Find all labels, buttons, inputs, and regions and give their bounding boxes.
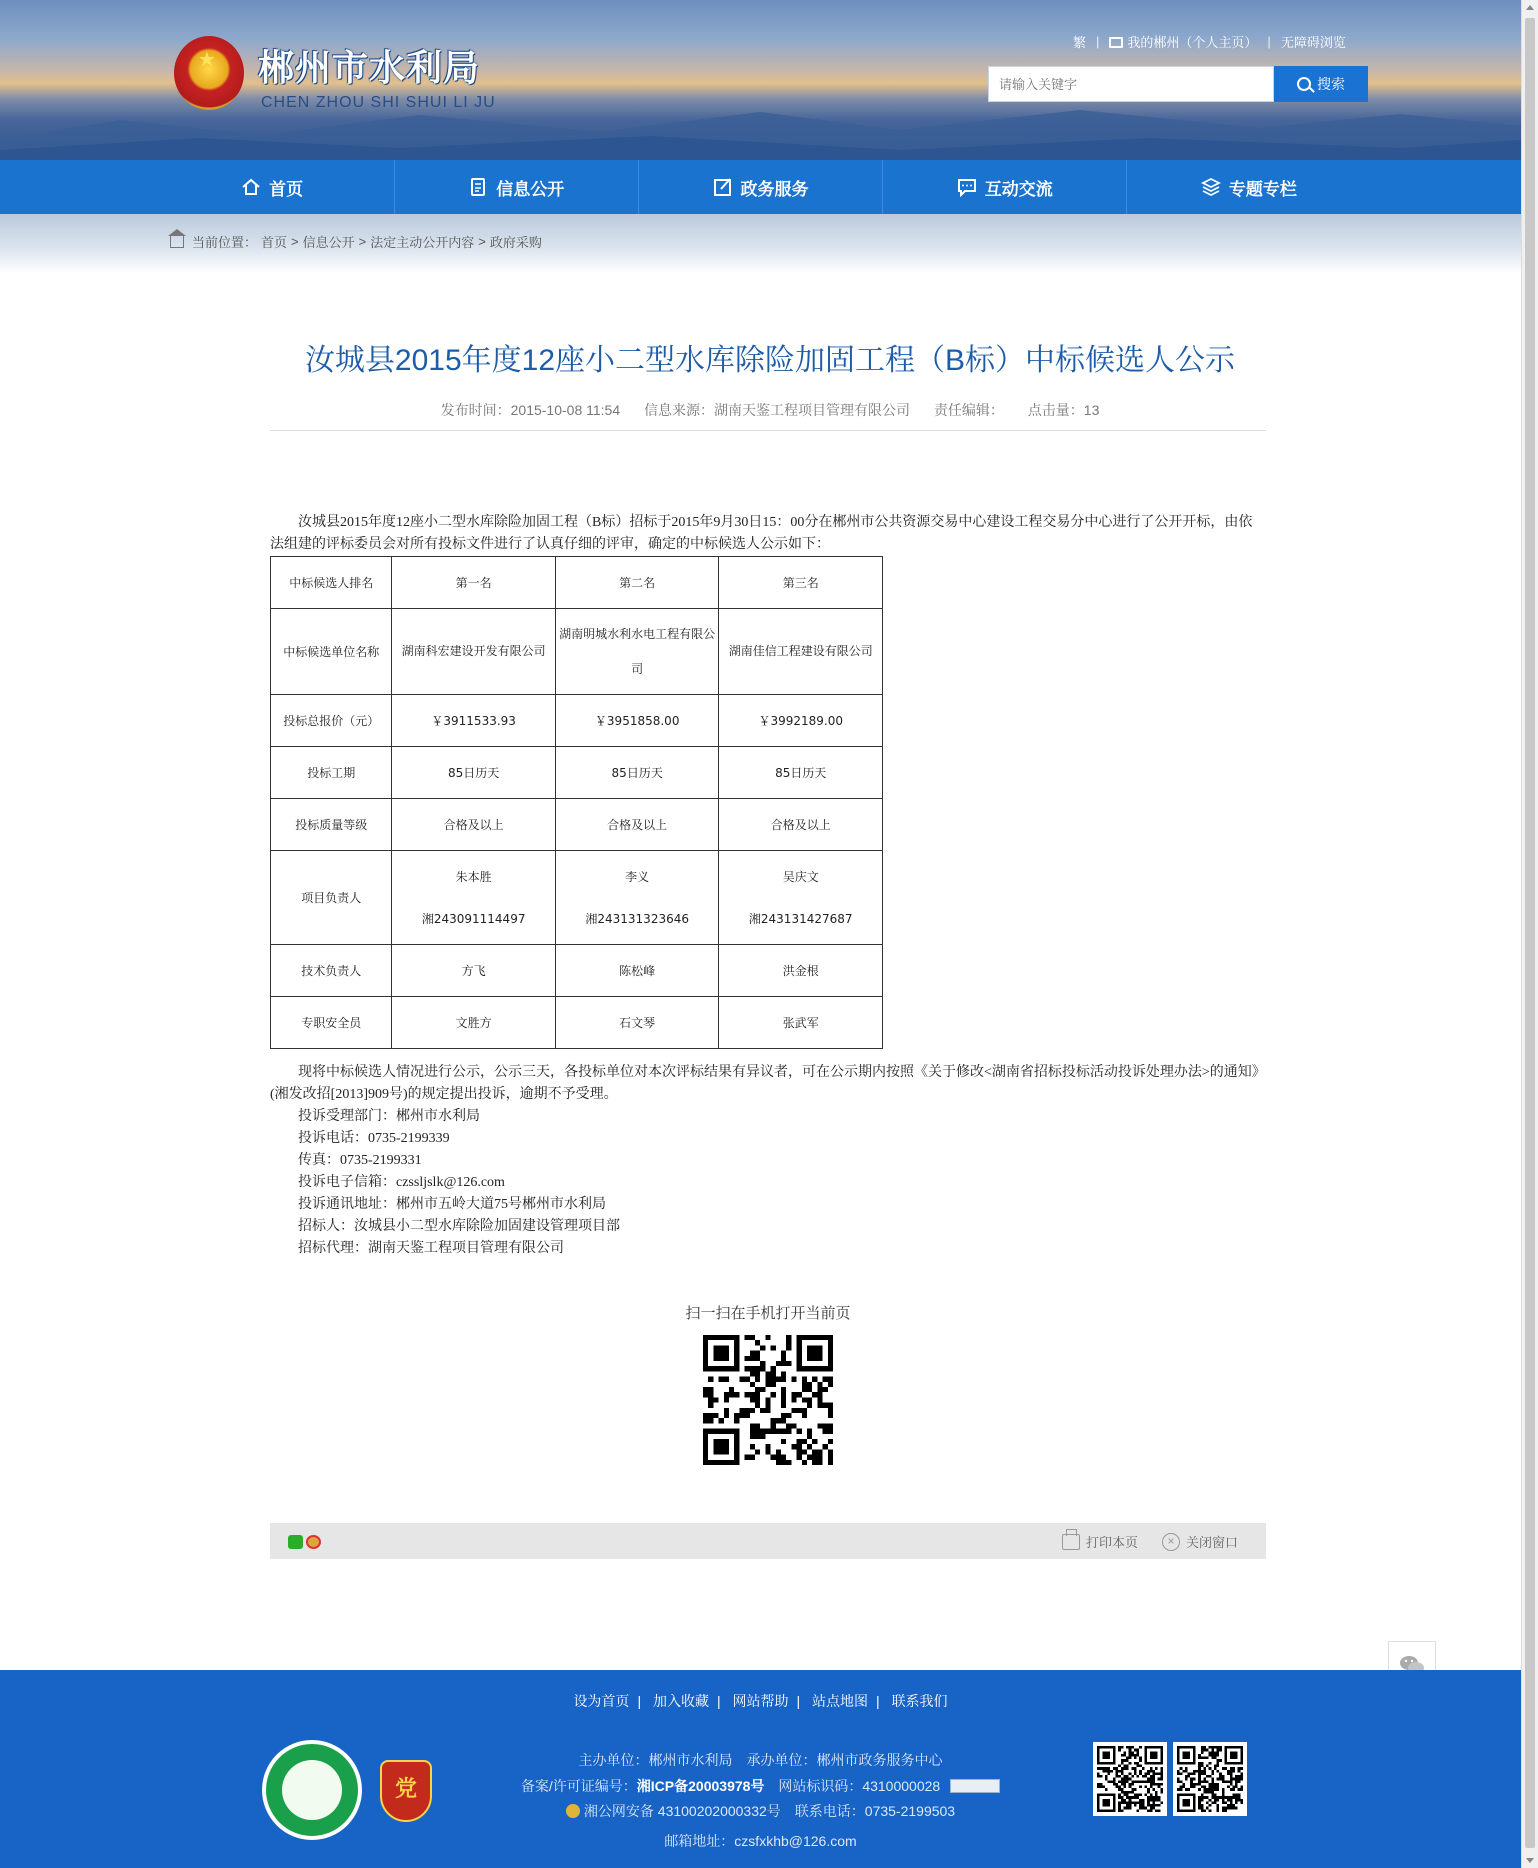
table-cell: 张武军	[719, 997, 883, 1049]
notice-section	[270, 1062, 1266, 1260]
home-icon	[170, 236, 184, 248]
table-row	[271, 747, 883, 799]
nav-item-interaction[interactable]	[883, 160, 1127, 214]
search-box	[988, 66, 1274, 102]
site-id-badge-icon	[950, 1779, 1000, 1793]
breadcrumb-item-home[interactable]: 首页	[261, 235, 288, 250]
breadcrumb-sep: >	[358, 234, 367, 249]
scroll-down-arrow[interactable]	[1526, 1858, 1534, 1863]
search-button[interactable]	[1274, 66, 1368, 102]
breadcrumb-item-info[interactable]: 信息公开	[302, 235, 355, 250]
site-title[interactable]: 郴州市水利局	[258, 47, 481, 88]
close-icon: ×	[1162, 1533, 1180, 1551]
top-links	[1073, 32, 1346, 51]
my-chenzhou-link[interactable]: 我的郴州（个人主页）	[1109, 32, 1257, 51]
search-icon	[1297, 77, 1311, 91]
table-cell: 文胜方	[392, 997, 556, 1049]
breadcrumb-item-procurement[interactable]: 政府采购	[489, 235, 542, 250]
table-row-header: 投标工期	[271, 747, 392, 799]
table-row-header: 技术负责人	[271, 945, 392, 997]
police-record[interactable]: 湘公网安备 43100202000332号 联系电话：0735-2199503	[583, 1803, 956, 1819]
table-cell: 85日历天	[392, 747, 556, 799]
footer-link-sitemap[interactable]: 站点地图	[812, 1693, 869, 1709]
breadcrumb-prefix: 当前位置：	[192, 235, 258, 250]
search-input[interactable]	[989, 67, 1273, 101]
contact-line: 投诉电话：0735-2199339	[298, 1131, 450, 1146]
site-id: 网站标识码：4310000028	[778, 1778, 941, 1794]
table-cell: 吴庆文 湘243131427687	[719, 851, 883, 945]
article-meta	[270, 400, 1270, 420]
contact-line: 投诉受理部门：郴州市水利局	[298, 1109, 480, 1124]
breadcrumb	[170, 232, 542, 251]
footer-links: 设为首页 | 加入收藏 | 网站帮助 | 站点地图 | 联系我们	[573, 1693, 948, 1709]
chat-icon	[957, 177, 977, 197]
nav-label: 信息公开	[496, 179, 565, 199]
table-cell: 合格及以上	[719, 799, 883, 851]
table-row-header: 中标候选人排名	[271, 557, 392, 609]
table-cell: 合格及以上	[392, 799, 556, 851]
contact-line: 招标人：汝城县小二型水库除险加固建设管理项目部	[298, 1219, 620, 1234]
table-row	[271, 695, 883, 747]
article-title: 汝城县2015年度12座小二型水库除险加固工程（B标）中标候选人公示	[304, 344, 1236, 377]
footer-icp	[0, 1776, 1521, 1796]
share-bar	[270, 1523, 1266, 1559]
wechat-share-icon[interactable]	[288, 1535, 303, 1549]
table-cell: 第三名	[719, 557, 883, 609]
click-count: 点击量：13	[1027, 402, 1100, 418]
footer-qr-code-2	[1173, 1742, 1247, 1816]
close-label: 关闭窗口	[1186, 1535, 1239, 1550]
page-scrollbar[interactable]	[1521, 0, 1538, 1868]
home-icon	[241, 177, 261, 197]
close-window-button[interactable]	[1162, 1532, 1238, 1551]
table-cell: 85日历天	[719, 747, 883, 799]
editor: 责任编辑：	[933, 402, 1004, 418]
print-button[interactable]	[1062, 1532, 1138, 1551]
table-cell: 湖南科宏建设开发有限公司	[392, 609, 556, 695]
footer-link-bookmark[interactable]: 加入收藏	[652, 1693, 709, 1709]
page-qr-code	[703, 1333, 833, 1467]
icp-label: 备案/许可证编号：	[520, 1778, 637, 1794]
table-cell: 李义 湘243131323646	[555, 851, 719, 945]
footer-link-help[interactable]: 网站帮助	[732, 1693, 789, 1709]
footer-email: 邮箱地址：czsfxkhb@126.com	[664, 1833, 857, 1849]
nav-label: 互动交流	[984, 179, 1053, 199]
table-cell: 洪金根	[719, 945, 883, 997]
accessibility-link[interactable]: 无障碍浏览	[1280, 35, 1346, 50]
traditional-chinese-link[interactable]: 繁	[1073, 35, 1087, 50]
breadcrumb-item-statutory[interactable]: 法定主动公开内容	[370, 235, 475, 250]
table-row	[271, 851, 883, 945]
table-row	[271, 997, 883, 1049]
table-cell: 朱本胜 湘243091114497	[392, 851, 556, 945]
printer-icon	[1062, 1534, 1080, 1550]
table-cell: 石文琴	[555, 997, 719, 1049]
footer-police	[0, 1801, 1521, 1821]
table-cell: ￥3911533.93	[392, 695, 556, 747]
table-row-header: 投标总报价（元）	[271, 695, 392, 747]
table-row	[271, 609, 883, 695]
mountain-decoration	[0, 100, 1521, 160]
nav-label: 首页	[269, 179, 304, 199]
table-row	[271, 945, 883, 997]
qr-code-graphic	[1177, 1746, 1243, 1812]
nav-item-info-disclosure[interactable]	[395, 160, 639, 214]
divider: |	[1267, 34, 1271, 49]
publish-time: 发布时间：2015-10-08 11:54	[440, 402, 621, 418]
icp-value[interactable]: 湘ICP备20003978号	[636, 1778, 765, 1794]
footer-qr-code-1	[1093, 1742, 1167, 1816]
table-row	[271, 799, 883, 851]
main-nav	[0, 160, 1521, 214]
notice-paragraph: 现将中标候选人情况进行公示，公示三天，各投标单位对本次评标结果有异议者，可在公示期内按照《关于修改<湖南省招标投标活动投诉处理办法>的通知》(湘发改招[2013]909号)的规定提出投诉，逾期不予受理。	[270, 1065, 1266, 1102]
footer-link-set-home[interactable]: 设为首页	[573, 1693, 630, 1709]
edit-icon	[713, 177, 733, 197]
contact-line: 投诉电子信箱：czssljslk@126.com	[298, 1175, 505, 1190]
contact-line: 投诉通讯地址：郴州市五岭大道75号郴州市水利局	[298, 1197, 606, 1212]
bid-candidates-table	[270, 556, 883, 1049]
footer-link-contact[interactable]: 联系我们	[891, 1693, 948, 1709]
nav-label: 专题专栏	[1228, 179, 1297, 199]
divider: |	[1096, 34, 1100, 49]
contact-line: 传真：0735-2199331	[298, 1153, 422, 1168]
table-cell: ￥3992189.00	[719, 695, 883, 747]
print-label: 打印本页	[1086, 1535, 1139, 1550]
layers-icon	[1201, 177, 1221, 197]
qr-caption: 扫一扫在手机打开当前页	[685, 1305, 851, 1322]
scroll-thumb[interactable]	[1525, 18, 1535, 1848]
document-icon	[468, 177, 488, 197]
qr-code-graphic	[1097, 1746, 1163, 1812]
table-row-header: 投标质量等级	[271, 799, 392, 851]
title-divider	[270, 430, 1266, 431]
table-cell: 湖南佳信工程建设有限公司	[719, 609, 883, 695]
table-cell: 合格及以上	[555, 799, 719, 851]
table-cell: 湖南明城水利水电工程有限公司	[555, 609, 719, 695]
nav-item-special-topics[interactable]	[1127, 160, 1370, 214]
table-cell: 第二名	[555, 557, 719, 609]
search-button-label: 搜索	[1317, 76, 1345, 92]
party-gov-badge-logo[interactable]: 党	[380, 1760, 432, 1822]
table-cell: 第一名	[392, 557, 556, 609]
scroll-up-arrow[interactable]	[1526, 5, 1534, 10]
weibo-share-icon[interactable]	[306, 1535, 321, 1549]
site-subtitle: CHEN ZHOU SHI SHUI LI JU	[261, 94, 496, 111]
table-row-header: 专职安全员	[271, 997, 392, 1049]
nav-item-gov-service[interactable]	[639, 160, 883, 214]
table-row-header: 中标候选单位名称	[271, 609, 392, 695]
national-emblem-logo[interactable]: ★	[174, 36, 244, 110]
police-badge-icon	[566, 1804, 580, 1818]
table-row-header: 项目负责人	[271, 851, 392, 945]
table-cell: 85日历天	[555, 747, 719, 799]
intro-paragraph: 汝城县2015年度12座小二型水库除险加固工程（B标）招标于2015年9月30日15：00分在郴州市公共资源交易中心建设工程交易分中心进行了公开开标，由依法组建的评标委员会对所有投标文件进行了认真仔细的评审，确定的中标候选人公示如下：	[270, 515, 1253, 552]
info-source: 信息来源：湖南天鉴工程项目管理有限公司	[644, 402, 911, 418]
nav-label: 政务服务	[740, 179, 809, 199]
nav-item-home[interactable]	[151, 160, 395, 214]
footer-organizer: 主办单位：郴州市水利局 承办单位：郴州市政务服务中心	[578, 1752, 943, 1768]
breadcrumb-sep: >	[291, 234, 299, 249]
table-row	[271, 557, 883, 609]
table-cell: ￥3951858.00	[555, 695, 719, 747]
breadcrumb-sep: >	[478, 234, 486, 249]
contact-line: 招标代理：湖南天鉴工程项目管理有限公司	[298, 1241, 564, 1256]
monitor-icon	[1109, 37, 1123, 48]
table-cell: 陈松峰	[555, 945, 719, 997]
table-cell: 方飞	[392, 945, 556, 997]
